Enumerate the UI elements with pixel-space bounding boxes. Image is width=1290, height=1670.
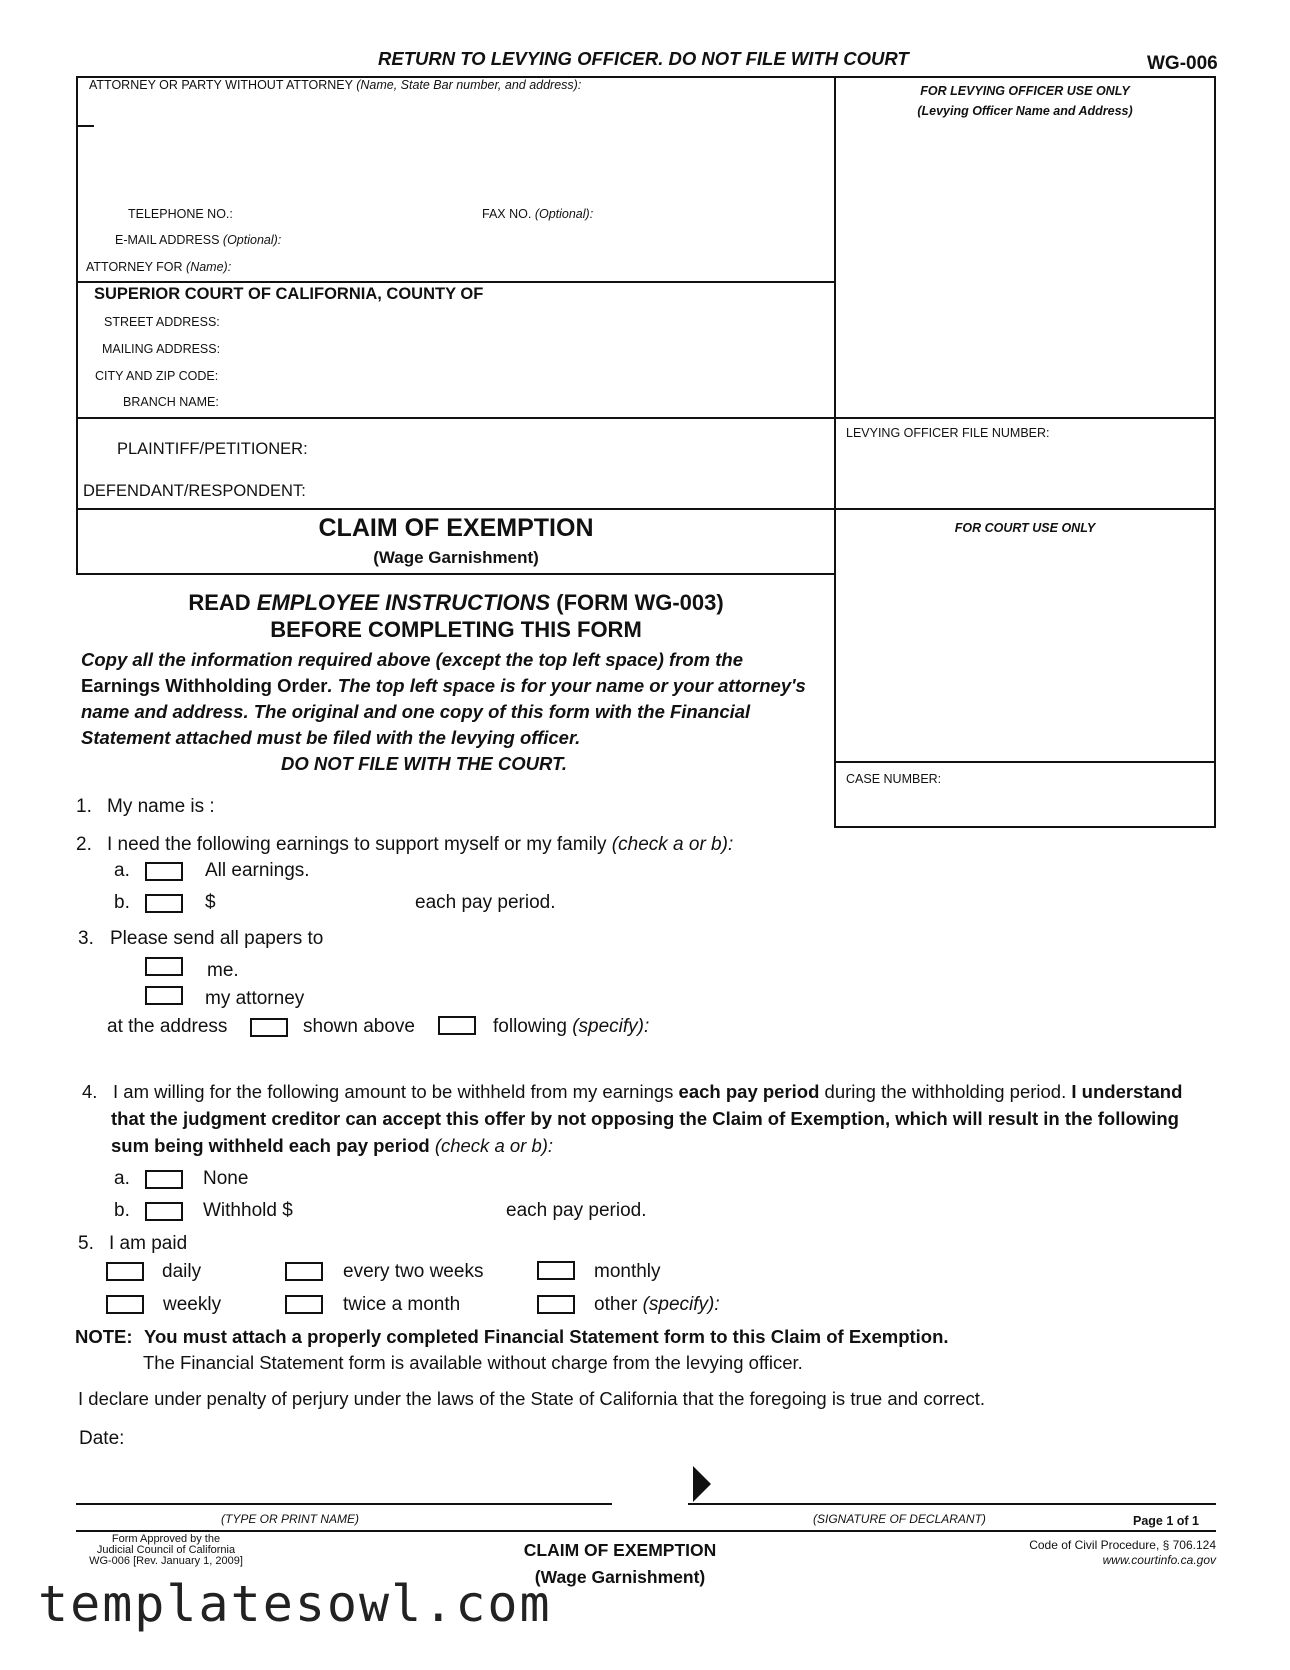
paid-twice-a-month-checkbox[interactable] [285, 1295, 323, 1314]
send-to-attorney-checkbox[interactable] [145, 986, 183, 1005]
form-subtitle: (Wage Garnishment) [373, 548, 539, 567]
withhold-none-checkbox[interactable] [145, 1170, 183, 1189]
levying-officer-subtitle: (Levying Officer Name and Address) [917, 104, 1133, 118]
shown-above-checkbox[interactable] [250, 1018, 288, 1037]
paid-monthly-label: monthly [594, 1261, 661, 1282]
item-4-line-1: I am willing for the following amount to be withheld from my earnings each pay period during the withholding period. I understand [113, 1081, 1183, 1102]
all-earnings-checkbox[interactable] [145, 862, 183, 881]
form-number: WG-006 [1147, 53, 1218, 74]
case-number-label: CASE NUMBER: [846, 772, 942, 786]
plaintiff-label: PLAINTIFF/PETITIONER: [117, 440, 308, 458]
court-use-label: FOR COURT USE ONLY [954, 521, 1096, 535]
name-line[interactable] [76, 1503, 612, 1505]
fax-label: FAX NO. (Optional): [482, 207, 594, 221]
following-address-checkbox[interactable] [438, 1016, 476, 1035]
item-2-number: 2. [76, 834, 92, 855]
type-print-name-label: (TYPE OR PRINT NAME) [221, 1512, 360, 1526]
divider [76, 508, 1216, 510]
watermark-logo: templatesowl.com [38, 1575, 552, 1633]
paid-daily-label: daily [162, 1261, 202, 1282]
footer-subtitle: (Wage Garnishment) [534, 1567, 706, 1587]
item-4a-label: a. [114, 1168, 130, 1189]
send-to-me-checkbox[interactable] [145, 957, 183, 976]
item-3-number: 3. [78, 928, 94, 949]
send-to-attorney-label: my attorney [205, 988, 305, 1009]
item-4-number: 4. [82, 1081, 98, 1102]
code-reference: Code of Civil Procedure, § 706.124 [1029, 1538, 1216, 1552]
send-to-me-label: me. [207, 960, 239, 981]
attorney-tick [76, 125, 94, 127]
instructions-line-1: Copy all the information required above (except the top left space) from the [81, 649, 743, 670]
item-2b-label: b. [114, 892, 130, 913]
withhold-amount-label: Withhold $ [203, 1200, 293, 1221]
each-pay-period-text: each pay period. [415, 892, 556, 913]
footer-title: CLAIM OF EXEMPTION [523, 1540, 717, 1560]
declaration-text: I declare under penalty of perjury under the laws of the State of California that the foregoing is true and correct. [78, 1388, 986, 1409]
paid-monthly-checkbox[interactable] [537, 1261, 575, 1280]
item-2-text: I need the following earnings to support myself or my family (check a or b): [107, 834, 734, 855]
paid-weekly-checkbox[interactable] [106, 1295, 144, 1314]
paid-daily-checkbox[interactable] [106, 1262, 144, 1281]
form-approval: Form Approved by the Judicial Council of California WG-006 [Rev. January 1, 2009] [89, 1533, 243, 1567]
divider [834, 761, 1216, 763]
shown-above-label: shown above [303, 1016, 415, 1037]
withhold-each-pay-period: each pay period. [506, 1200, 647, 1221]
paid-other-label: other (specify): [594, 1294, 720, 1315]
note-label: NOTE: [75, 1326, 133, 1347]
street-address-label: STREET ADDRESS: [104, 315, 220, 329]
note-text: The Financial Statement form is available without charge from the levying officer. [143, 1352, 803, 1373]
court-website-link[interactable]: www.courtinfo.ca.gov [1102, 1553, 1216, 1567]
item-5-number: 5. [78, 1233, 94, 1254]
amount-needed-checkbox[interactable] [145, 894, 183, 913]
following-address-label: following (specify): [493, 1016, 650, 1037]
signature-line[interactable] [688, 1503, 1216, 1505]
footer-divider [76, 1530, 1216, 1532]
note-bold-text: You must attach a properly completed Financial Statement form to this Claim of Exemption. [144, 1326, 949, 1347]
item-4b-label: b. [114, 1200, 130, 1221]
divider [76, 417, 1216, 419]
instructions-line-3: name and address. The original and one copy of this form with the Financial [81, 701, 751, 722]
mailing-address-label: MAILING ADDRESS: [102, 342, 221, 356]
levying-officer-title: FOR LEVYING OFFICER USE ONLY [920, 84, 1130, 98]
instructions-line-2: Earnings Withholding Order. The top left space is for your name or your attorney's [81, 675, 806, 696]
withhold-amount-checkbox[interactable] [145, 1202, 183, 1221]
defendant-label: DEFENDANT/RESPONDENT: [83, 482, 306, 500]
withhold-none-label: None [203, 1168, 249, 1189]
paid-every-two-weeks-checkbox[interactable] [285, 1262, 323, 1281]
instructions-line-5: DO NOT FILE WITH THE COURT. [281, 753, 568, 774]
read-instructions-heading: READ EMPLOYEE INSTRUCTIONS (FORM WG-003) [188, 590, 724, 615]
item-4-line-2: that the judgment creditor can accept this offer by not opposing the Claim of Exemption, which will result in the following [111, 1108, 1179, 1129]
right-header-frame [834, 76, 1216, 828]
return-notice: RETURN TO LEVYING OFFICER. DO NOT FILE WITH COURT [378, 48, 909, 69]
paid-weekly-label: weekly [163, 1294, 222, 1315]
dollar-sign: $ [205, 892, 216, 913]
branch-name-label: BRANCH NAME: [123, 395, 219, 409]
levying-file-number-label: LEVYING OFFICER FILE NUMBER: [846, 426, 1050, 440]
court-title: SUPERIOR COURT OF CALIFORNIA, COUNTY OF [94, 285, 484, 303]
telephone-label: TELEPHONE NO.: [128, 207, 233, 221]
form-title: CLAIM OF EXEMPTION [318, 514, 594, 542]
signature-label: (SIGNATURE OF DECLARANT) [813, 1512, 986, 1526]
signature-arrow-icon [693, 1466, 711, 1502]
paid-other-checkbox[interactable] [537, 1295, 575, 1314]
item-3-text: Please send all papers to [110, 928, 324, 949]
item-4-line-3: sum being withheld each pay period (check a or b): [111, 1135, 554, 1156]
instructions-line-4: Statement attached must be filed with the levying officer. [81, 727, 581, 748]
before-completing-heading: BEFORE COMPLETING THIS FORM [270, 617, 642, 642]
divider [76, 281, 836, 283]
at-the-address-text: at the address [107, 1016, 228, 1037]
item-1-text: My name is : [107, 796, 215, 817]
date-label: Date: [79, 1428, 125, 1449]
item-2a-label: a. [114, 860, 130, 881]
paid-twice-a-month-label: twice a month [343, 1294, 461, 1315]
all-earnings-text: All earnings. [205, 860, 310, 881]
item-5-text: I am paid [109, 1233, 188, 1254]
item-1-number: 1. [76, 796, 92, 817]
page-number: Page 1 of 1 [1133, 1514, 1199, 1528]
city-zip-label: CITY AND ZIP CODE: [95, 369, 219, 383]
attorney-label: ATTORNEY OR PARTY WITHOUT ATTORNEY (Name, State Bar number, and address): [89, 78, 582, 92]
paid-every-two-weeks-label: every two weeks [343, 1261, 484, 1282]
email-label: E-MAIL ADDRESS (Optional): [115, 233, 282, 247]
attorney-for-label: ATTORNEY FOR (Name): [86, 260, 232, 274]
